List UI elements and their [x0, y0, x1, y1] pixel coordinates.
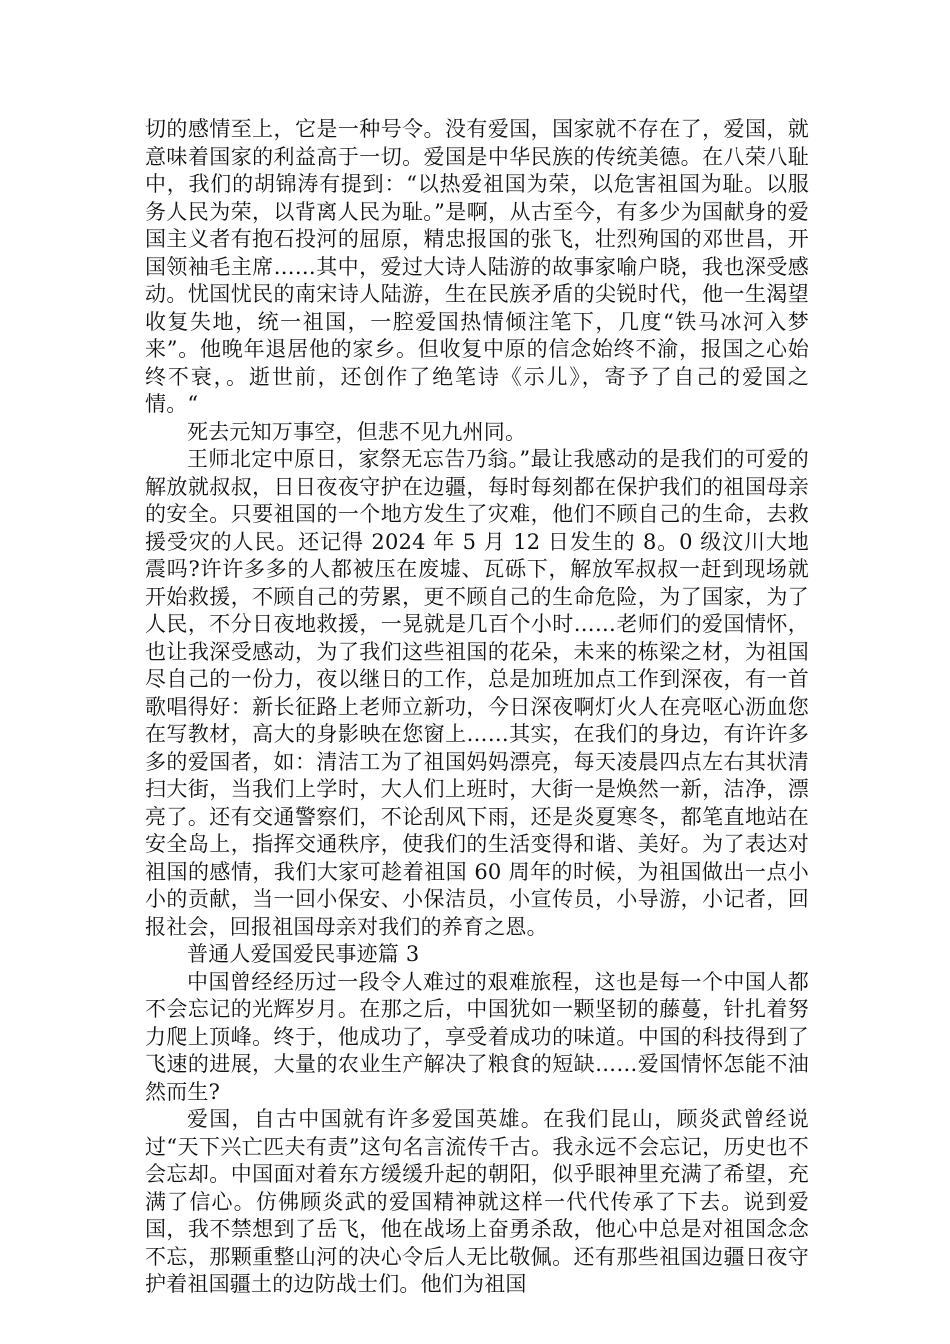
section-heading: 普通人爱国爱民事迹篇 3	[187, 942, 420, 966]
paragraph-china-history: 中国曾经经历过一段令人难过的艰难旅程，这也是每一个中国人都不会忘记的光辉岁月。在那之后，中国犹如一颗坚韧的藤蔓，针扎着努力爬上顶峰。终于，他成功了，享受着成功的味道。中国的科技得到了飞速的进展，大量的农业生产解决了粮食的短缺……爱国情怀怎能不油然而生?	[145, 969, 809, 1104]
document-body	[145, 116, 809, 1299]
paragraph-poem-line-2-and-examples: 王师北定中原日，家祭无忘告乃翁。”最让我感动的是我们的可爱的解放就叔叔，日日夜夜守护在边疆，每时每刻都在保护我们的祖国母亲的安全。只要祖国的一个地方发生了灾难，他们不顾自己的生命，去救援受灾的人民。还记得 2024 年 5 月 12 日发生的 8。0 级汶川大地震吗?许许多多的人都被压在废墟、瓦砾下，解放军叔叔一赶到现场就开始救援，不顾自己的劳累，更不顾自己的生命危险，为了国家，为了人民，不分日夜地救援，一晃就是几百个小时……老师们的爱国情怀，也让我深受感动，为了我们这些祖国的花朵，未来的栋梁之材，为祖国尽自己的一份力，夜以继日的工作，总是加班加点工作到深夜，有一首歌唱得好：新长征路上老师立新功，今日深夜啊灯火人在亮呕心沥血您在写教材，高大的身影映在您窗上……其实，在我们的身边，有许许多多的爱国者，如：清洁工为了祖国妈妈漂亮，每天凌晨四点左右其状清扫大街，当我们上学时，大人们上班时，大街一是焕然一新，洁净，漂亮了。还有交通警察们，不论刮风下雨，还是炎夏寒冬，都笔直地站在安全岛上，指挥交通秩序，使我们的生活变得和谐、美好。为了表达对祖国的感情，我们大家可趁着祖国 60 周年的时候，为祖国做出一点小小的贡献，当一回小保安、小保洁员，小宣传员，小导游，小记者，回报社会，回报祖国母亲对我们的养育之恩。	[145, 447, 809, 939]
paragraph-patriotism-intro: 切的感情至上，它是一种号令。没有爱国，国家就不存在了，爱国，就意味着国家的利益高于一切。爱国是中华民族的传统美德。在八荣八耻中，我们的胡锦涛有提到：“以热爱祖国为荣，以危害祖国为耻。以服务人民为荣，以背离人民为耻。”是啊，从古至今，有多少为国献身的爱国主义者有抱石投河的屈原，精忠报国的张飞，壮烈殉国的邓世昌，开国领袖毛主席……其中，爱过大诗人陆游的故事家喻户晓，我也深受感动。忧国忧民的南宋诗人陆游，生在民族矛盾的尖锐时代，他一生渴望收复失地，统一祖国，一腔爱国热情倾注笔下，几度“铁马冰河入梦来”。他晚年退居他的家乡。但收复中原的信念始终不渝，报国之心始终不衰，。逝世前，还创作了绝笔诗《示儿》，寄予了自己的爱国之情。“	[145, 117, 809, 416]
paragraph-poem-line-1: 死去元知万事空，但悲不见九州同。	[187, 419, 527, 444]
paragraph-heroes: 爱国，自古中国就有许多爱国英雄。在我们昆山，顾炎武曾经说过“天下兴亡匹夫有责”这句名言流传千古。我永远不会忘记，历史也不会忘却。中国面对着东方缓缓升起的朝阳，似乎眼神里充满了希望，充满了信心。仿佛顾炎武的爱国精神就这样一代代传承了下去。说到爱国，我不禁想到了岳飞，他在战场上奋勇杀敌，他心中总是对祖国念念不忘，那颗重整山河的决心令后人无比敬佩。还有那些祖国边疆日夜守护着祖国疆土的边防战士们。他们为祖国	[145, 1107, 809, 1296]
